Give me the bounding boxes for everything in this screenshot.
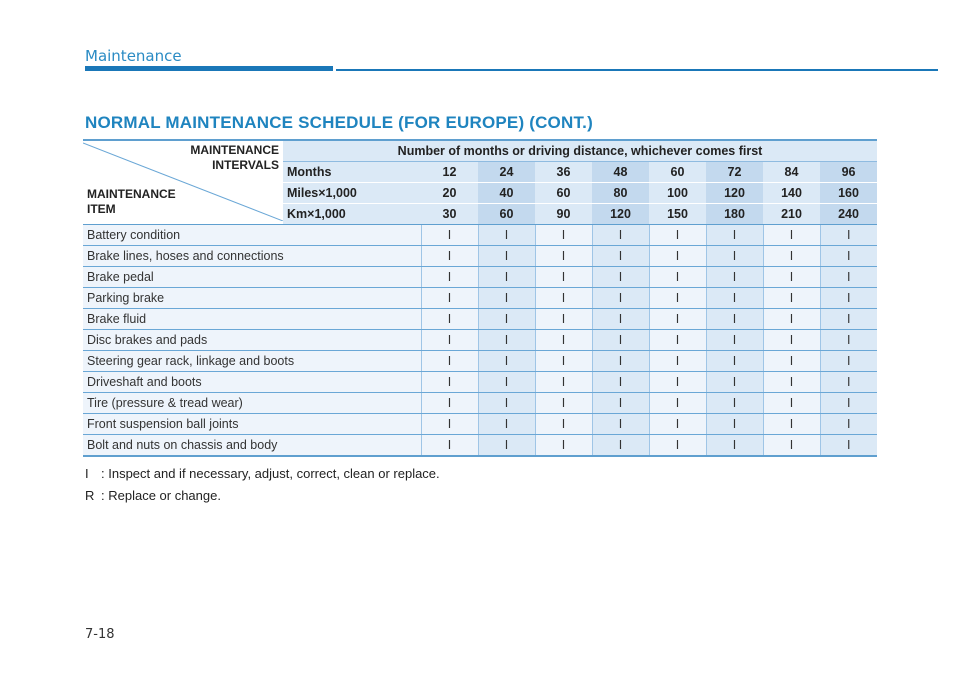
- interval-value: 120: [592, 204, 649, 225]
- table-row: [83, 309, 877, 330]
- schedule-cell: I: [421, 351, 478, 372]
- maintenance-item-name: Driveshaft and boots: [83, 372, 421, 393]
- schedule-cell: I: [535, 330, 592, 351]
- schedule-cell: I: [421, 225, 478, 246]
- schedule-cell: I: [421, 330, 478, 351]
- schedule-cell: I: [820, 351, 877, 372]
- schedule-cell: I: [649, 414, 706, 435]
- legend-text: : Inspect and if necessary, adjust, correct, clean or replace.: [101, 466, 440, 481]
- schedule-cell: I: [478, 309, 535, 330]
- table-row: [83, 351, 877, 372]
- schedule-cell: I: [421, 288, 478, 309]
- header-rule-thick: [85, 66, 333, 71]
- schedule-cell: I: [649, 372, 706, 393]
- corner-item-line-1: MAINTENANCE: [87, 187, 176, 201]
- schedule-cell: I: [592, 435, 649, 457]
- schedule-cell: I: [592, 267, 649, 288]
- legend-item-replace: [85, 488, 221, 503]
- schedule-cell: I: [535, 267, 592, 288]
- schedule-cell: I: [592, 393, 649, 414]
- schedule-cell: I: [592, 288, 649, 309]
- maintenance-schedule-table: [83, 139, 877, 457]
- interval-value: 90: [535, 204, 592, 225]
- schedule-cell: I: [763, 435, 820, 457]
- schedule-cell: I: [763, 330, 820, 351]
- schedule-cell: I: [706, 351, 763, 372]
- schedule-cell: I: [649, 225, 706, 246]
- schedule-cell: I: [706, 372, 763, 393]
- schedule-cell: I: [592, 225, 649, 246]
- schedule-cell: I: [421, 267, 478, 288]
- schedule-cell: I: [478, 246, 535, 267]
- interval-value: 240: [820, 204, 877, 225]
- interval-value: 12: [421, 162, 478, 183]
- maintenance-item-name: Brake pedal: [83, 267, 421, 288]
- schedule-cell: I: [592, 351, 649, 372]
- interval-value: 84: [763, 162, 820, 183]
- schedule-cell: I: [706, 225, 763, 246]
- interval-value: 210: [763, 204, 820, 225]
- schedule-cell: I: [820, 372, 877, 393]
- schedule-cell: I: [763, 309, 820, 330]
- interval-value: 48: [592, 162, 649, 183]
- schedule-cell: I: [706, 414, 763, 435]
- maintenance-item-name: Parking brake: [83, 288, 421, 309]
- schedule-cell: I: [592, 330, 649, 351]
- interval-value: 36: [535, 162, 592, 183]
- schedule-cell: I: [706, 267, 763, 288]
- schedule-cell: I: [706, 246, 763, 267]
- schedule-cell: I: [592, 372, 649, 393]
- schedule-cell: I: [421, 309, 478, 330]
- interval-row-label: Months: [283, 162, 421, 183]
- table-header-row: [83, 140, 877, 162]
- corner-intervals-line-2: INTERVALS: [212, 158, 279, 172]
- interval-value: 30: [421, 204, 478, 225]
- schedule-cell: I: [820, 309, 877, 330]
- table-row: [83, 393, 877, 414]
- interval-value: 96: [820, 162, 877, 183]
- corner-intervals-label: [190, 143, 279, 173]
- header-rule-thin: [336, 69, 938, 71]
- schedule-cell: I: [478, 330, 535, 351]
- legend-key: I: [85, 466, 89, 481]
- interval-value: 60: [535, 183, 592, 204]
- schedule-cell: I: [478, 435, 535, 457]
- corner-intervals-line-1: MAINTENANCE: [190, 143, 279, 157]
- schedule-cell: I: [649, 351, 706, 372]
- table-row: [83, 288, 877, 309]
- maintenance-item-name: Disc brakes and pads: [83, 330, 421, 351]
- schedule-cell: I: [478, 225, 535, 246]
- schedule-cell: I: [535, 414, 592, 435]
- maintenance-item-name: Brake fluid: [83, 309, 421, 330]
- schedule-cell: I: [820, 267, 877, 288]
- schedule-cell: I: [478, 288, 535, 309]
- schedule-cell: I: [763, 393, 820, 414]
- schedule-cell: I: [535, 393, 592, 414]
- interval-value: 160: [820, 183, 877, 204]
- schedule-cell: I: [649, 288, 706, 309]
- schedule-cell: I: [535, 246, 592, 267]
- schedule-cell: I: [706, 393, 763, 414]
- schedule-cell: I: [592, 414, 649, 435]
- maintenance-item-name: Battery condition: [83, 225, 421, 246]
- schedule-cell: I: [421, 372, 478, 393]
- page-title: NORMAL MAINTENANCE SCHEDULE (FOR EUROPE) (CONT.): [85, 113, 593, 132]
- table-row: [83, 267, 877, 288]
- schedule-cell: I: [706, 330, 763, 351]
- schedule-cell: I: [421, 246, 478, 267]
- schedule-cell: I: [421, 414, 478, 435]
- interval-value: 100: [649, 183, 706, 204]
- schedule-cell: I: [592, 246, 649, 267]
- schedule-cell: I: [649, 309, 706, 330]
- legend-key: R: [85, 488, 95, 503]
- interval-value: 180: [706, 204, 763, 225]
- table-row: [83, 330, 877, 351]
- table-row: [83, 372, 877, 393]
- maintenance-item-name: Bolt and nuts on chassis and body: [83, 435, 421, 457]
- maintenance-item-name: Front suspension ball joints: [83, 414, 421, 435]
- schedule-cell: I: [478, 393, 535, 414]
- interval-value: 24: [478, 162, 535, 183]
- page-number: 7-18: [85, 627, 115, 642]
- interval-value: 40: [478, 183, 535, 204]
- table-corner-cell: [83, 140, 283, 225]
- schedule-cell: I: [478, 414, 535, 435]
- maintenance-item-name: Steering gear rack, linkage and boots: [83, 351, 421, 372]
- schedule-cell: I: [535, 288, 592, 309]
- schedule-cell: I: [478, 351, 535, 372]
- interval-value: 20: [421, 183, 478, 204]
- section-label: Maintenance: [85, 47, 182, 65]
- schedule-cell: I: [763, 414, 820, 435]
- schedule-cell: I: [820, 414, 877, 435]
- schedule-cell: I: [421, 435, 478, 457]
- interval-value: 60: [478, 204, 535, 225]
- interval-row-label: Km×1,000: [283, 204, 421, 225]
- schedule-cell: I: [820, 330, 877, 351]
- interval-value: 150: [649, 204, 706, 225]
- schedule-cell: I: [763, 246, 820, 267]
- legend-text: : Replace or change.: [101, 488, 221, 503]
- schedule-cell: I: [820, 393, 877, 414]
- interval-value: 120: [706, 183, 763, 204]
- interval-value: 80: [592, 183, 649, 204]
- maintenance-item-name: Brake lines, hoses and connections: [83, 246, 421, 267]
- schedule-cell: I: [535, 309, 592, 330]
- schedule-cell: I: [649, 267, 706, 288]
- schedule-cell: I: [478, 267, 535, 288]
- schedule-cell: I: [478, 372, 535, 393]
- schedule-cell: I: [763, 267, 820, 288]
- interval-value: 140: [763, 183, 820, 204]
- table-row: [83, 435, 877, 457]
- schedule-cell: I: [535, 351, 592, 372]
- schedule-cell: I: [592, 309, 649, 330]
- schedule-cell: I: [649, 330, 706, 351]
- schedule-cell: I: [820, 435, 877, 457]
- schedule-cell: I: [820, 288, 877, 309]
- legend-item-inspect: [85, 466, 440, 481]
- schedule-cell: I: [820, 225, 877, 246]
- corner-item-label: [87, 187, 176, 217]
- interval-row-label: Miles×1,000: [283, 183, 421, 204]
- schedule-cell: I: [535, 372, 592, 393]
- schedule-cell: I: [820, 246, 877, 267]
- corner-item-line-2: ITEM: [87, 202, 116, 216]
- schedule-cell: I: [535, 435, 592, 457]
- schedule-cell: I: [706, 309, 763, 330]
- schedule-cell: I: [649, 246, 706, 267]
- table-row: [83, 246, 877, 267]
- schedule-cell: I: [706, 435, 763, 457]
- schedule-cell: I: [763, 225, 820, 246]
- interval-value: 60: [649, 162, 706, 183]
- schedule-cell: I: [421, 393, 478, 414]
- schedule-cell: I: [649, 393, 706, 414]
- schedule-cell: I: [535, 225, 592, 246]
- schedule-cell: I: [763, 372, 820, 393]
- maintenance-item-name: Tire (pressure & tread wear): [83, 393, 421, 414]
- schedule-cell: I: [649, 435, 706, 457]
- table-row: [83, 225, 877, 246]
- schedule-cell: I: [763, 288, 820, 309]
- table-row: [83, 414, 877, 435]
- schedule-cell: I: [706, 288, 763, 309]
- interval-value: 72: [706, 162, 763, 183]
- interval-span-header: Number of months or driving distance, whichever comes first: [283, 140, 877, 162]
- schedule-cell: I: [763, 351, 820, 372]
